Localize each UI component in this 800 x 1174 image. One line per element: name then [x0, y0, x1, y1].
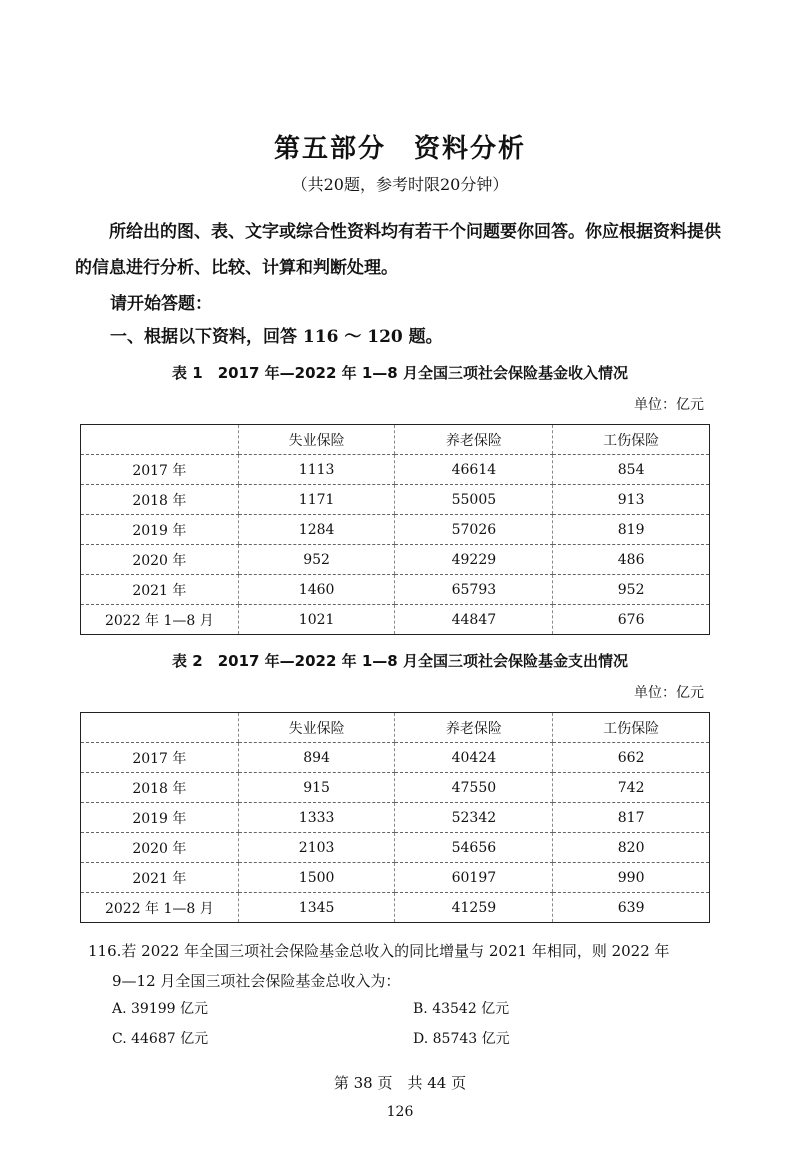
table-header-row — [81, 713, 710, 743]
cell-pension: 60197 — [395, 863, 553, 893]
title-label: 资料分析 — [414, 134, 527, 164]
cell-injury: 854 — [553, 455, 710, 485]
table-row — [81, 515, 710, 545]
table1-caption: 表 1 2017 年—2022 年 1—8 月全国三项社会保险基金收入情况 — [172, 364, 628, 382]
question-group-heading: 一、根据以下资料，回答 116 ～ 120 题。 — [110, 327, 443, 347]
cell-pension: 55005 — [395, 485, 553, 515]
cell-injury: 639 — [553, 893, 710, 923]
table2-caption: 表 2 2017 年—2022 年 1—8 月全国三项社会保险基金支出情况 — [172, 652, 628, 670]
header-cell-injury: 工伤保险 — [553, 713, 710, 743]
option-a[interactable]: A. 39199 亿元 — [112, 1001, 208, 1017]
table-row — [81, 605, 710, 635]
cell-unemployment: 1500 — [238, 863, 395, 893]
option-b[interactable]: B. 43542 亿元 — [413, 1001, 510, 1017]
question-116 — [88, 936, 718, 996]
cell-injury: 817 — [553, 803, 710, 833]
table-row — [81, 773, 710, 803]
page-number: 126 — [386, 1104, 414, 1120]
cell-injury: 819 — [553, 515, 710, 545]
start-prompt: 请开始答题： — [110, 294, 212, 314]
expenditure-table — [80, 712, 710, 923]
cell-pension: 57026 — [395, 515, 553, 545]
row-label: 2018 年 — [81, 485, 239, 515]
part-label: 第五部分 — [273, 134, 386, 164]
cell-injury: 913 — [553, 485, 710, 515]
cell-pension: 46614 — [395, 455, 553, 485]
header-cell-pension: 养老保险 — [395, 425, 553, 455]
instructions-paragraph: 所给出的图、表、文字或综合性资料均有若干个问题要你回答。你应根据资料提供的信息进行分析、比较、计算和判断处理。 — [75, 222, 721, 278]
row-label: 2017 年 — [81, 743, 239, 773]
cell-unemployment: 1021 — [238, 605, 395, 635]
cell-injury: 662 — [553, 743, 710, 773]
table-row — [81, 455, 710, 485]
row-label: 2020 年 — [81, 833, 239, 863]
table-row — [81, 743, 710, 773]
cell-unemployment: 1171 — [238, 485, 395, 515]
table1-unit: 单位：亿元 — [634, 397, 704, 413]
row-label: 2019 年 — [81, 515, 239, 545]
cell-unemployment: 894 — [238, 743, 395, 773]
row-label: 2020 年 — [81, 545, 239, 575]
cell-unemployment: 1345 — [238, 893, 395, 923]
row-label: 2021 年 — [81, 575, 239, 605]
income-table — [80, 424, 710, 635]
option-c[interactable]: C. 44687 亿元 — [112, 1031, 209, 1047]
section-title — [0, 128, 800, 165]
cell-unemployment: 952 — [238, 545, 395, 575]
cell-pension: 47550 — [395, 773, 553, 803]
question-stem-line2: 9—12 月全国三项社会保险基金总收入为： — [112, 972, 401, 990]
page-info: 第 38 页 共 44 页 — [333, 1074, 467, 1092]
cell-unemployment: 1460 — [238, 575, 395, 605]
table-row — [81, 803, 710, 833]
header-cell-unemployment: 失业保险 — [238, 425, 395, 455]
cell-pension: 49229 — [395, 545, 553, 575]
row-label: 2018 年 — [81, 773, 239, 803]
cell-pension: 44847 — [395, 605, 553, 635]
cell-injury: 820 — [553, 833, 710, 863]
cell-injury: 990 — [553, 863, 710, 893]
table-row — [81, 893, 710, 923]
cell-pension: 40424 — [395, 743, 553, 773]
question-stem-line1: 116.若 2022 年全国三项社会保险基金总收入的同比增量与 2021 年相同，则 2022 年 — [88, 942, 670, 960]
header-cell-injury: 工伤保险 — [553, 425, 710, 455]
cell-pension: 65793 — [395, 575, 553, 605]
cell-injury: 952 — [553, 575, 710, 605]
cell-pension: 41259 — [395, 893, 553, 923]
row-label: 2019 年 — [81, 803, 239, 833]
section-subtitle: （共20题，参考时限20分钟） — [291, 175, 509, 194]
header-cell-blank — [81, 713, 239, 743]
table2-unit: 单位：亿元 — [634, 685, 704, 701]
cell-injury: 486 — [553, 545, 710, 575]
row-label: 2022 年 1—8 月 — [81, 893, 239, 923]
row-label: 2017 年 — [81, 455, 239, 485]
row-label: 2021 年 — [81, 863, 239, 893]
table-header-row — [81, 425, 710, 455]
table-row — [81, 863, 710, 893]
row-label: 2022 年 1—8 月 — [81, 605, 239, 635]
table-row — [81, 833, 710, 863]
cell-unemployment: 915 — [238, 773, 395, 803]
cell-injury: 676 — [553, 605, 710, 635]
cell-injury: 742 — [553, 773, 710, 803]
table-row — [81, 575, 710, 605]
header-cell-blank — [81, 425, 239, 455]
cell-pension: 52342 — [395, 803, 553, 833]
cell-unemployment: 1113 — [238, 455, 395, 485]
cell-unemployment: 1284 — [238, 515, 395, 545]
header-cell-pension: 养老保险 — [395, 713, 553, 743]
option-d[interactable]: D. 85743 亿元 — [413, 1031, 510, 1047]
table-row — [81, 485, 710, 515]
cell-unemployment: 1333 — [238, 803, 395, 833]
cell-pension: 54656 — [395, 833, 553, 863]
cell-unemployment: 2103 — [238, 833, 395, 863]
table-row — [81, 545, 710, 575]
header-cell-unemployment: 失业保险 — [238, 713, 395, 743]
